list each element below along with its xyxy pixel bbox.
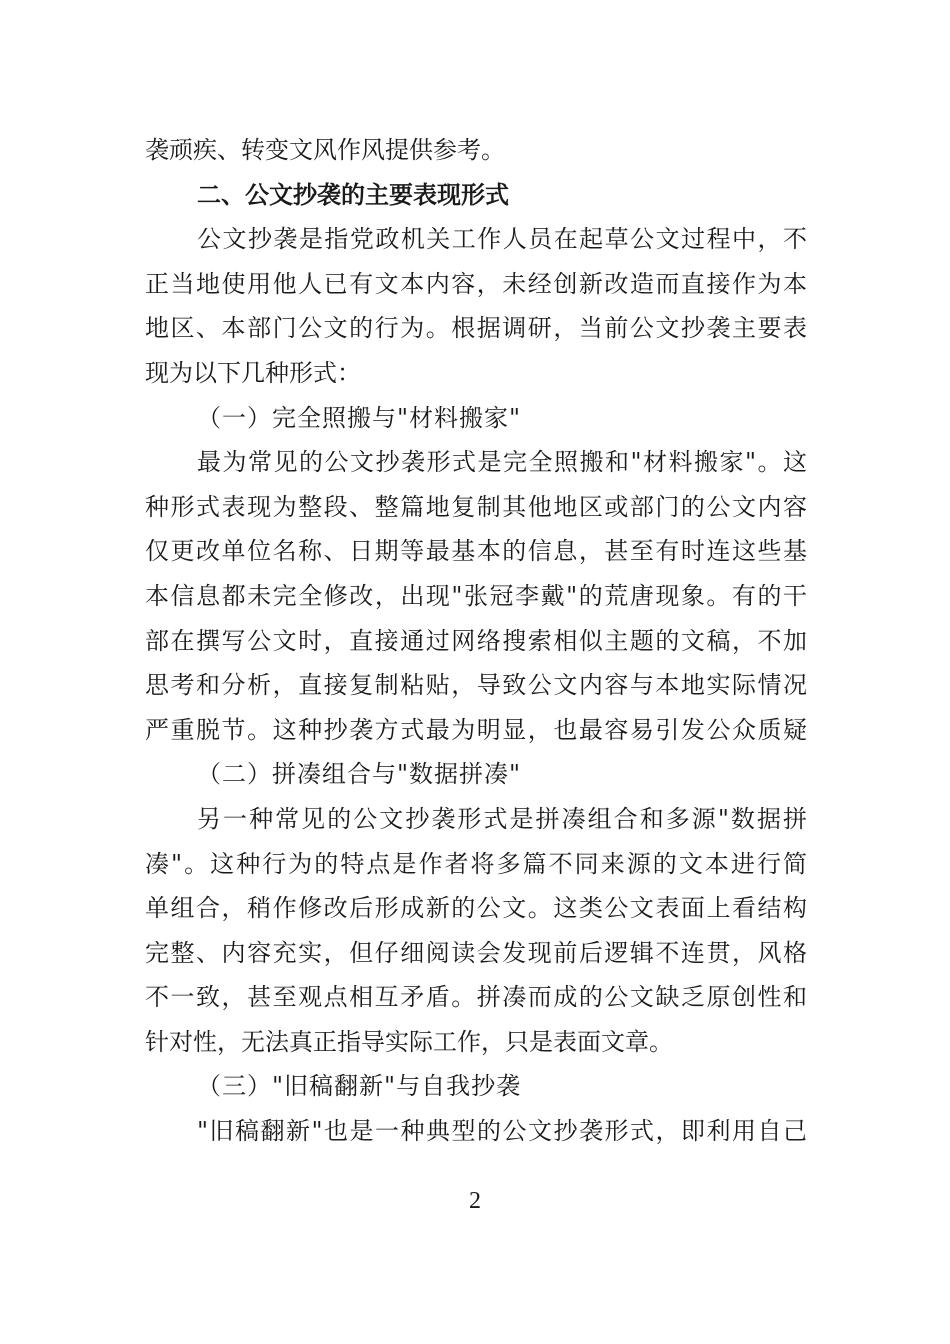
paragraph-line: 本信息都未完全修改，出现"张冠李戴"的荒唐现象。有的干 [145,581,807,610]
paragraph-line: 种形式表现为整段、整篇地复制其他地区或部门的公文内容 [145,492,807,521]
paragraph-line: 严重脱节。这种抄袭方式最为明显，也最容易引发公众质疑 [145,715,807,744]
section-heading: 二、公文抄袭的主要表现形式 [197,180,509,209]
paragraph-line: 现为以下几种形式： [145,358,361,387]
paragraph-line: 完整、内容充实，但仔细阅读会发现前后逻辑不连贯，风格 [145,938,807,967]
paragraph-line: 另一种常见的公文抄袭形式是拼凑组合和多源"数据拼 [197,804,807,833]
paragraph-line: 思考和分析，直接复制粘贴，导致公文内容与本地实际情况 [145,671,807,700]
paragraph-line: 不一致，甚至观点相互矛盾。拼凑而成的公文缺乏原创性和 [145,983,807,1012]
paragraph-line: 仅更改单位名称、日期等最基本的信息，甚至有时连这些基 [145,537,807,566]
paragraph-line: "旧稿翻新"也是一种典型的公文抄袭形式，即利用自己 [197,1117,807,1146]
paragraph-line: 地区、本部门公文的行为。根据调研，当前公文抄袭主要表 [145,314,807,343]
paragraph-line: 针对性，无法真正指导实际工作，只是表面文章。 [145,1027,673,1056]
subsection-heading: （一）完全照搬与"材料搬家" [197,403,522,432]
paragraph-line: 袭顽疾、转变文风作风提供参考。 [145,136,505,164]
paragraph-line: 单组合，稍作修改后形成新的公文。这类公文表面上看结构 [145,894,807,923]
paragraph-line: 最为常见的公文抄袭形式是完全照搬和"材料搬家"。这 [197,448,807,477]
paragraph-line: 部在撰写公文时，直接通过网络搜索相似主题的文稿，不加 [145,626,807,655]
paragraph-line: 公文抄袭是指党政机关工作人员在起草公文过程中，不 [197,225,807,254]
page-number: 2 [469,1188,481,1214]
subsection-heading: （二）拼凑组合与"数据拼凑" [197,760,522,789]
subsection-heading: （三）"旧稿翻新"与自我抄袭 [197,1072,522,1101]
paragraph-line: 正当地使用他人已有文本内容，未经创新改造而直接作为本 [145,269,807,298]
document-body [145,128,807,1154]
paragraph-line: 凑"。这种行为的特点是作者将多篇不同来源的文本进行简 [145,849,807,878]
